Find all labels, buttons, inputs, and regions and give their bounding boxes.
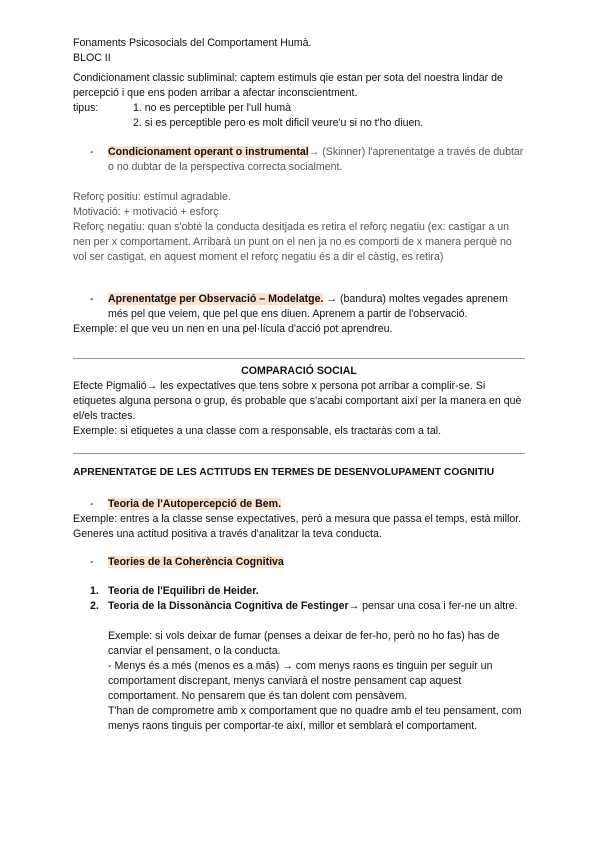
festinger-example: Exemple: si vols deixar de fumar (penses a deixar de fer-ho, però no ho fas) has de canviar el pensament, o la conducta. [108,630,500,657]
observation-example: Exemple: el que veu un nen en una pel·lícula d'acció pot aprendreu. [73,323,393,335]
bullet-dash: - [90,498,94,510]
bem-item [108,497,525,512]
positive-reinforcement: Reforç positiu: estímul agradable. [73,191,231,203]
item-number: 2. [90,600,99,612]
attitudes-heading: APRENENTATGE DE LES ACTITUDS EN TERMES DE DESENVOLUPAMENT COGNITIU [73,467,495,478]
operant-title: Condicionament operant o instrumental [108,146,309,158]
negative-reinforcement: Reforç negatiu: quan s'obté la conducta desitjada es retira el reforç negatiu (ex: castigar a un nen per x comportament. Arribarà un punt on el nen ja no es comporti de x manera perquè no vol ser castigat, en aquest moment el reforç negatiu és a dir el càstig, es retira) [73,221,512,263]
observation-paragraph [108,292,525,322]
motivation: Motivació: + motivació + esforç [73,206,219,218]
coherence-title: Teories de la Coherència Cognitiva [108,556,284,568]
operant-text: → (Skinner) l'aprenentatge a través de dubtar o no dubtar de la perspectiva correcta socialment. [108,146,524,173]
heider-theory: Teoria de l'Equilibri de Heider. [108,585,259,597]
social-heading: COMPARACIÓ SOCIAL [241,365,357,377]
bem-example: Exemple: entres a la classe sense expectatives, però a mesura que passa el temps, està millor. Generes una actitud positiva a través d'analitzar la teva conducta. [73,513,522,540]
section-divider [73,453,525,454]
section-divider [73,358,525,359]
festinger-text: → pensar una cosa i fer-ne un altre. [348,600,518,612]
observation-title: Aprenentatge per Observació – Modelatge. [108,293,324,305]
types-label: tipus: [73,102,99,114]
operant-paragraph [108,145,525,175]
bullet-dash: - [90,293,94,305]
item-number: 1. [90,585,99,597]
festinger-paragraph [108,599,525,614]
commitment-paragraph: T'han de comprometre amb x comportament que no quadre amb el teu pensament, com menys raons tinguis per comportar-te així, millor et semblarà el comportament. [108,705,522,732]
coherence-item [108,555,525,570]
type-1: 1. no es perceptible per l'ull humà [133,102,292,114]
festinger-title: Teoria de la Dissonància Cognitiva de Festinger [108,600,349,612]
bem-title: Teoria de l'Autopercepció de Bem. [108,498,282,510]
pygmalion-paragraph: Efecte Pigmalió→ les expectatives que tens sobre x persona pot arribar a complir-se. Si etiquetes alguna persona o grup, és probable que s'acabi comportant així per la manera en què el/els tractes. [73,380,522,422]
course-title: Fonaments Psicosocials del Comportament Humà. [73,37,312,49]
bullet-dash: - [90,556,94,568]
subliminal-definition: Condicionament classic subliminal: captem estimuls qie estan per sota del noestra lindar de percepció i que ens poden arribar a afectar inconscientment. [73,72,503,99]
social-example: Exemple: si etiquetes a una classe com a responsable, els tractaràs com a tal. [73,425,442,437]
less-is-more: - Menys és a més (menos es a más) → com menys raons es tinguin per seguir un comportament discrepant, menys canviarà el nostre pensament cap aquest comportament. No pensarem que és tan dolent com pensàvem. [108,660,493,702]
bullet-dash: - [90,146,94,158]
block-label: BLOC II [73,52,111,64]
observation-text: → (bandura) moltes vegades aprenem més pel que veiem, que pel que ens diuen. Aprenem a partir de l'observació. [108,293,508,320]
type-2: 2. si es perceptible pero es molt dificil veure'u si no t'ho diuen. [133,117,424,129]
